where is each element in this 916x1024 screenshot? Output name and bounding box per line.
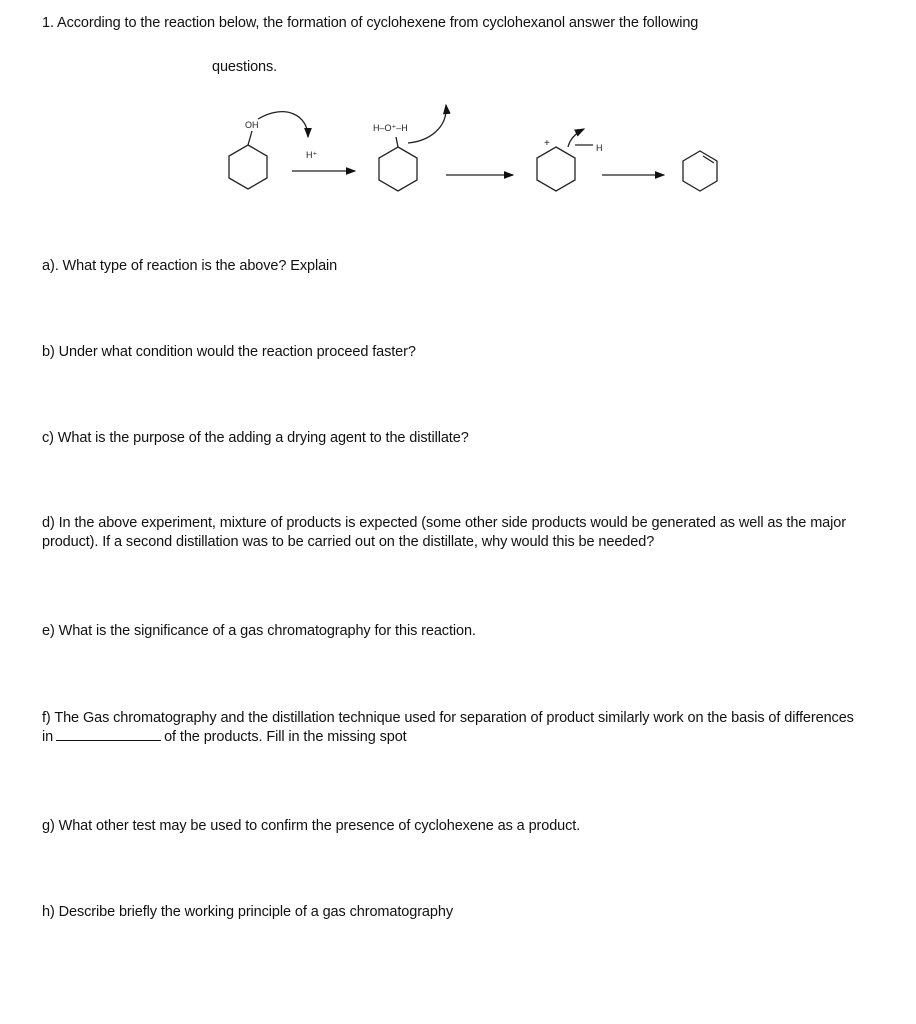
curved-arrow-2 <box>408 105 446 143</box>
oxonium-label: H–O⁺–H <box>373 123 408 133</box>
question-title-continued: questions. <box>212 59 278 75</box>
curved-arrow-3 <box>568 129 584 147</box>
question-d: d) In the above experiment, mixture of products is expected (some other side products would be generated as well as the major product). If a second distillation was to be carried out on the distillate, why would this be needed? <box>42 515 846 550</box>
question-b: b) Under what condition would the reaction proceed faster? <box>42 344 416 360</box>
question-title: 1. According to the reaction below, the formation of cyclohexene from cyclohexanol answer the following <box>42 15 699 31</box>
oxonium-ring <box>379 147 417 191</box>
reaction-scheme <box>0 95 916 210</box>
acid-label: H⁺ <box>306 150 318 160</box>
cyclohexanol-ring <box>229 145 267 189</box>
h-label: H <box>596 143 603 153</box>
question-f-text-before: f) The Gas chromatography and the distillation technique used for separation of product similarly work on the basis of differences in <box>42 710 854 745</box>
question-f-text-after: of the products. Fill in the missing spot <box>164 729 407 745</box>
question-f <box>42 709 862 747</box>
question-c: c) What is the purpose of the adding a drying agent to the distillate? <box>42 430 469 446</box>
question-g: g) What other test may be used to confirm the presence of cyclohexene as a product. <box>42 818 581 834</box>
carbocation-ring <box>537 147 575 191</box>
curved-arrow-1 <box>258 112 308 137</box>
plus-charge: + <box>544 138 550 149</box>
question-h: h) Describe briefly the working principle of a gas chromatography <box>42 904 453 920</box>
c-o-bond-2 <box>396 137 398 147</box>
oh-label: OH <box>245 120 259 130</box>
cyclohexene-double-bond <box>703 156 714 163</box>
cyclohexene-ring <box>683 151 717 191</box>
question-a: a). What type of reaction is the above? Explain <box>42 258 338 274</box>
question-e: e) What is the significance of a gas chromatography for this reaction. <box>42 623 476 639</box>
fill-in-blank[interactable] <box>56 728 161 741</box>
c-o-bond <box>248 131 252 145</box>
